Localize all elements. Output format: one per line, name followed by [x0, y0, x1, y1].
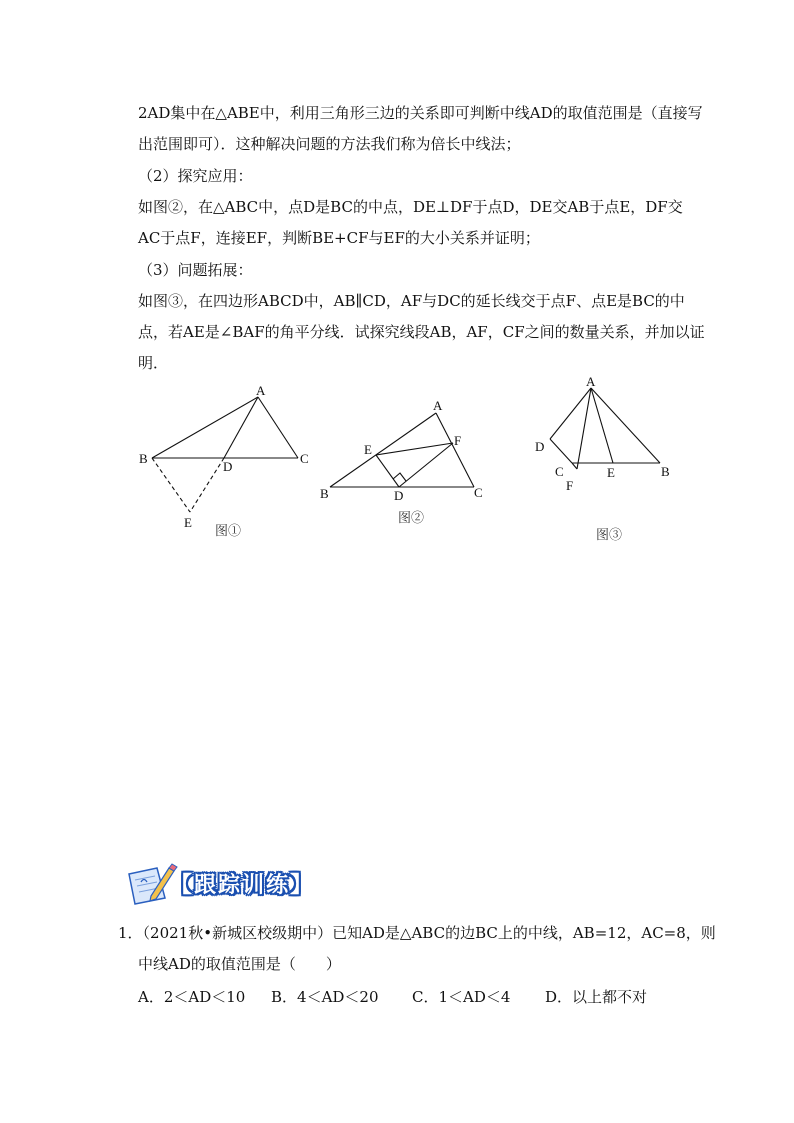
fig2-label-f: F	[454, 433, 462, 448]
fig2-label-e: E	[364, 442, 372, 457]
fig3-label-f: F	[566, 478, 574, 493]
question-1-option-d[interactable]: D．以上都不对	[545, 988, 648, 1006]
fig3-caption: 图③	[596, 528, 623, 543]
figure-2	[312, 393, 497, 513]
fig3-label-a: A	[586, 374, 596, 389]
fig1-segment-ba	[152, 397, 258, 458]
fig3-label-d: D	[535, 439, 545, 454]
text-line-9: 明．	[138, 354, 169, 372]
fig2-caption: 图②	[398, 511, 425, 526]
fig3-segment-ad	[550, 388, 591, 439]
fig3-segment-ab	[591, 388, 660, 463]
fig2-label-d: D	[394, 488, 404, 503]
fig2-label-a: A	[433, 398, 443, 413]
fig3-label-b: B	[661, 464, 670, 479]
text-line-3: （2）探究应用：	[138, 167, 253, 185]
section-title: 【跟踪训练】	[170, 872, 315, 898]
text-line-1: 2AD集中在△ABE中，利用三角形三边的关系即可判断中线AD的取值范围是（直接写	[138, 104, 703, 122]
fig1-label-b: B	[139, 451, 148, 466]
question-1-option-a[interactable]: A．2＜AD＜10	[138, 988, 246, 1006]
fig2-segment-de	[376, 455, 399, 487]
figure-3	[528, 373, 678, 498]
text-line-8: 点，若AE是∠BAF的角平分线．试探究线段AB，AF，CF之间的数量关系，并加以证	[138, 323, 705, 341]
fig2-segment-ef	[376, 443, 453, 455]
fig1-segment-be	[152, 458, 190, 512]
fig3-segment-af	[577, 388, 591, 469]
fig1-caption: 图①	[215, 524, 242, 539]
fig1-label-a: A	[256, 383, 266, 398]
text-line-5: AC于点F，连接EF，判断BE+CF与EF的大小关系并证明；	[138, 229, 540, 247]
fig2-label-b: B	[320, 486, 329, 501]
fig3-segment-cf	[572, 463, 577, 469]
text-line-7: 如图③，在四边形ABCD中，AB∥CD，AF与DC的延长线交于点F、点E是BC的中	[138, 292, 685, 310]
fig2-right-angle-mark	[393, 473, 406, 481]
text-line-2: 出范围即可）．这种解决问题的方法我们称为倍长中线法；	[138, 135, 521, 153]
question-1-option-c[interactable]: C．1＜AD＜4	[412, 988, 511, 1006]
fig1-label-c: C	[300, 451, 309, 466]
fig1-label-e: E	[184, 515, 192, 530]
question-1-line-1: 1．（2021秋•新城区校级期中）已知AD是△ABC的边BC上的中线，AB=12，AC=8，则	[118, 924, 716, 942]
question-1-option-b[interactable]: B．4＜AD＜20	[271, 988, 379, 1006]
fig3-label-e: E	[607, 465, 615, 480]
text-line-6: （3）问题拓展：	[138, 261, 253, 279]
fig3-segment-dc	[550, 439, 572, 463]
fig2-segment-ac	[436, 413, 474, 487]
fig1-segment-de	[190, 458, 224, 512]
figure-1	[130, 380, 330, 530]
fig2-segment-ba	[330, 413, 436, 487]
fig1-label-d: D	[223, 459, 233, 474]
fig2-label-c: C	[474, 485, 483, 500]
fig3-label-c: C	[555, 464, 564, 479]
fig1-segment-ac	[258, 397, 298, 458]
text-line-4: 如图②，在△ABC中，点D是BC的中点，DE⊥DF于点D，DE交AB于点E，DF交	[138, 198, 683, 216]
question-1-line-2: 中线AD的取值范围是（ ）	[138, 955, 341, 973]
